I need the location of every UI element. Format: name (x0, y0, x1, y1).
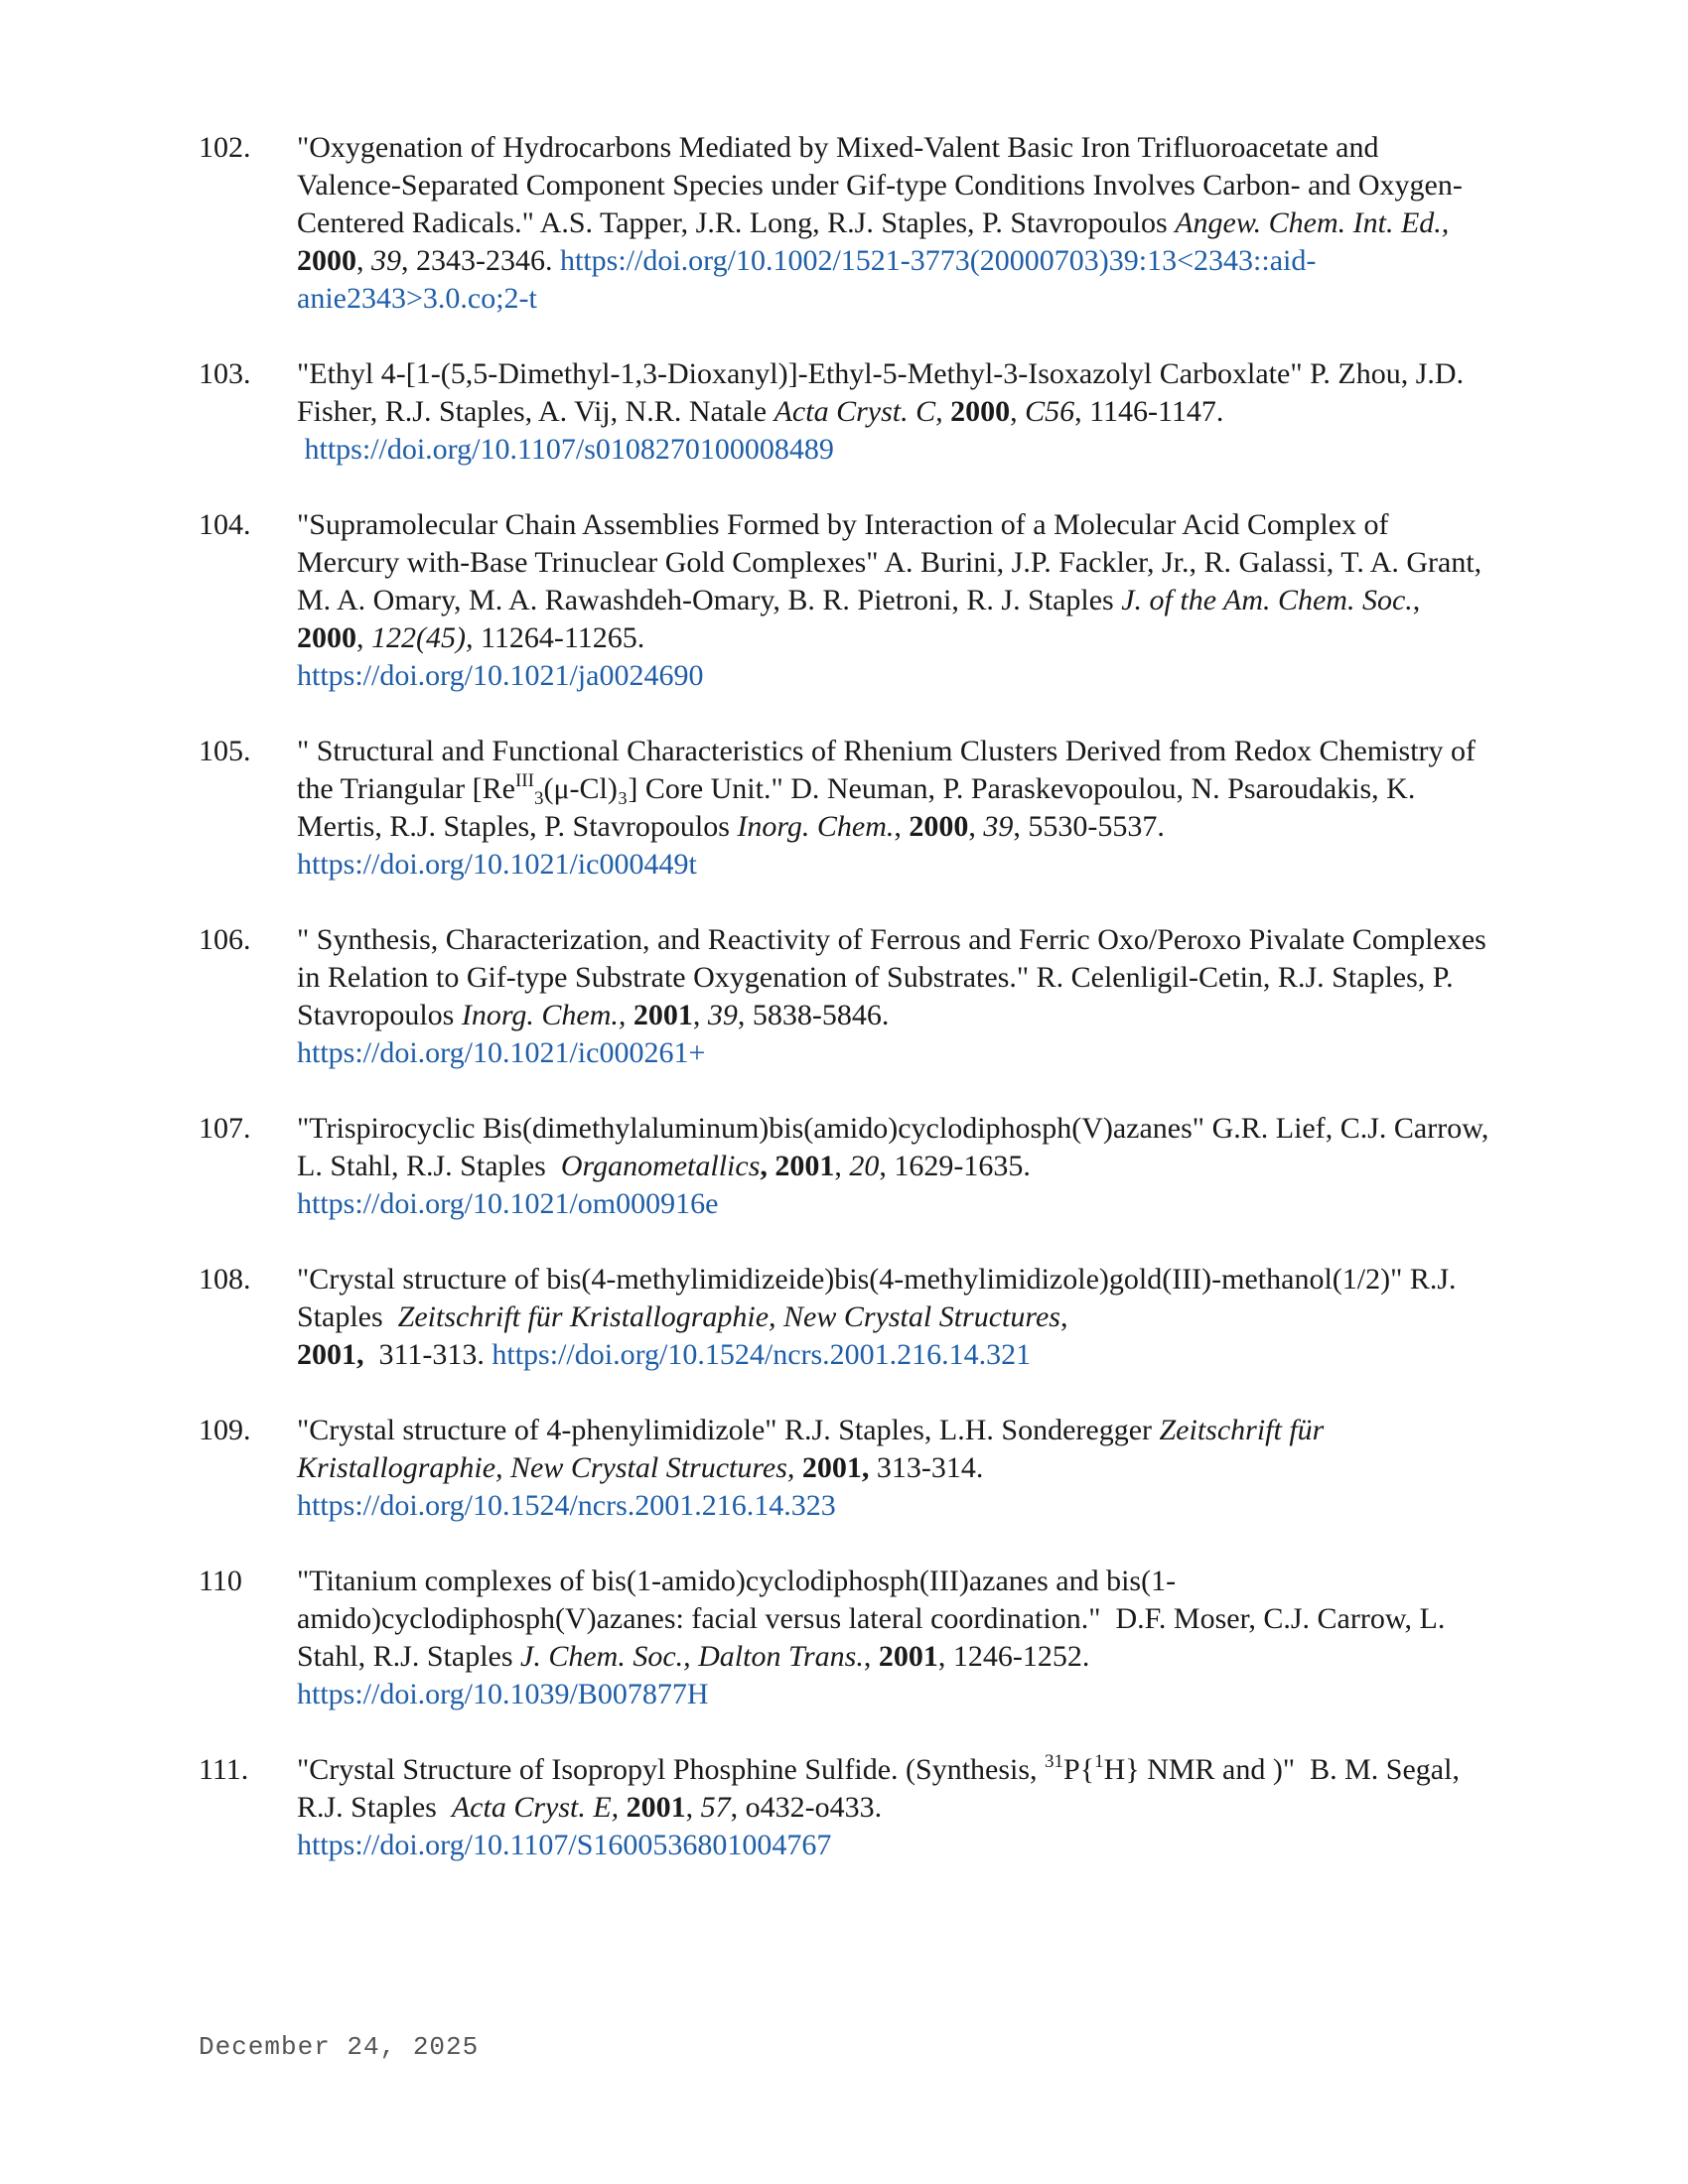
reference-item (199, 1751, 1489, 1864)
reference-journal: Zeitschrift für Kristallographie, New Crystal Structures (397, 1300, 1060, 1333)
reference-authors: R. Celenligil-Cetin, R.J. Staples, P. Stavropoulos (297, 961, 1454, 1031)
reference-volume: 39 (707, 999, 738, 1031)
reference-list (199, 129, 1489, 1902)
reference-year: 2000 (297, 244, 356, 277)
reference-title: "Crystal structure of bis(4-methylimidizeide)bis(4-methylimidizole)gold(III)-methanol(1/2)" (297, 1263, 1403, 1296)
reference-journal: Inorg. Chem., (461, 999, 627, 1031)
reference-title: " Synthesis, Characterization, and Reactivity of Ferrous and Ferric Oxo/Peroxo Pivalate Complexes in Relation to Gif-type Substrate Oxygenation of Substrates." (297, 923, 1486, 994)
reference-year: 2001, (801, 1451, 870, 1484)
reference-title: "Crystal structure of 4-phenylimidizole" (297, 1414, 777, 1446)
reference-journal: Acta Cryst. E, (451, 1791, 620, 1824)
reference-doi-link[interactable]: https://doi.org/10.1107/S1600536801004767 (297, 1829, 832, 1861)
reference-volume: C56 (1025, 395, 1075, 428)
reference-volume: 122(45), (371, 621, 474, 654)
reference-title: "Trispirocyclic Bis(dimethylaluminum)bis(amido)cyclodiphosph(V)azanes" (297, 1112, 1205, 1145)
reference-number: 106. (199, 923, 251, 956)
reference-doi-link[interactable]: https://doi.org/10.1021/ic000261+ (297, 1036, 706, 1069)
reference-doi-link[interactable]: https://doi.org/10.1021/ja0024690 (297, 659, 704, 692)
reference-item (199, 921, 1489, 1072)
reference-authors: D. Neuman, P. Paraskevopoulou, N. Psaroudakis, K. Mertis, R.J. Staples, P. Stavropoulos (297, 772, 1416, 843)
reference-year: 2000 (950, 395, 1011, 428)
reference-doi-link[interactable]: https://doi.org/10.1021/om000916e (297, 1187, 719, 1220)
reference-pages: 5530-5537. (1028, 810, 1165, 843)
reference-item (199, 1563, 1489, 1713)
reference-pages: 5838-5846. (752, 999, 890, 1031)
reference-year: 2001 (633, 999, 693, 1031)
reference-pages: 311-313. (378, 1338, 485, 1371)
reference-body: " Synthesis, Characterization, and Reactivity of Ferrous and Ferric Oxo/Peroxo Pivalate Complexes in Relation to Gif-type Substrate Oxygenation of Substrates." R. Celenligil-Cetin, R.J. Staples, P. Stavropoulos Inorg. Chem., 2001, 39, 5838-5846. https://doi.org/10.1021/ic000261+ (297, 923, 1486, 1069)
reference-item (199, 506, 1489, 695)
reference-authors: A.S. Tapper, J.R. Long, R.J. Staples, P. Stavropoulos (539, 206, 1168, 239)
reference-number: 108. (199, 1263, 251, 1296)
reference-title: " Structural and Functional Characteristics of Rhenium Clusters Derived from Redox Chemistry of the Triangular $[Re^{III}_3(\mu-Cl)_3]$ Core Unit." (297, 735, 1477, 809)
reference-body (297, 1412, 1489, 1525)
reference-body: "Ethyl 4-[1-(5,5-Dimethyl-1,3-Dioxanyl)]-Ethyl-5-Methyl-3-Isoxazolyl Carboxlate" P. Zhou, J.D. Fisher, R.J. Staples, A. Vij, N.R. Natale Acta Cryst. C, 2000, C56, 1146-1147. https://doi.org/10.1107/s0108270100008489 (297, 357, 1465, 466)
reference-journal: Acta Cryst. C, (774, 395, 943, 428)
reference-journal: J. of the Am. Chem. Soc. (1121, 584, 1413, 616)
reference-pages: 11264-11265. (480, 621, 645, 654)
reference-volume: 57 (700, 1791, 731, 1824)
reference-doi-link[interactable]: https://doi.org/10.1002/1521-3773(20000703)39:13<2343::aid-anie2343>3.0.co;2-t (297, 244, 1317, 315)
reference-item (199, 1412, 1489, 1525)
reference-journal: J. Chem. Soc., Dalton Trans. (520, 1640, 864, 1673)
reference-year: 2001 (878, 1640, 938, 1673)
reference-body: "Supramolecular Chain Assemblies Formed by Interaction of a Molecular Acid Complex of Mercury with-Base Trinuclear Gold Complexes" A. Burini, J.P. Fackler, Jr., R. Galassi, T. A. Grant, M. A. Omary, M. A. Rawashdeh-Omary, B. R. Pietroni, R. J. Staples J. of the Am. Chem. Soc., 2000, 122(45), 11264-11265. https://doi.org/10.1021/ja0024690 (297, 508, 1482, 692)
reference-body: "Crystal structure of bis(4-methylimidizeide)bis(4-methylimidizole)gold(III)-methanol(1/2)" R.J. Staples Zeitschrift für Kristallographie, New Crystal Structures, 2001, 311-313. https://doi.org/10.1524/ncrs.2001.216.14.321 (297, 1263, 1457, 1371)
reference-pages: 1246-1252. (952, 1640, 1090, 1673)
reference-doi-link[interactable]: https://doi.org/10.1039/B007877H (297, 1678, 709, 1710)
reference-authors: R.J. Staples, L.H. Sonderegger (784, 1414, 1152, 1446)
reference-doi-link[interactable]: https://doi.org/10.1524/ncrs.2001.216.14.323 (297, 1489, 836, 1522)
reference-body: "Crystal Structure of Isopropyl Phosphine Sulfide. (Synthesis, $^{31}$P{$^1$H} NMR and )" B. M. Segal, R.J. Staples Acta Cryst. E, 2001, 57, o432-o433. https://doi.org/10.1107/S1600536801004767 (297, 1751, 1460, 1861)
reference-number: 109. (199, 1414, 251, 1446)
reference-item (199, 1261, 1489, 1374)
reference-title: "Supramolecular Chain Assemblies Formed by Interaction of a Molecular Acid Complex of Mercury with-Base Trinuclear Gold Complexes" (297, 508, 1389, 579)
reference-journal: Zeitschrift für Kristallographie, New Crystal Structures, (297, 1414, 1325, 1484)
reference-number: 107. (199, 1112, 251, 1145)
reference-title: "Ethyl 4-[1-(5,5-Dimethyl-1,3-Dioxanyl)]-Ethyl-5-Methyl-3-Isoxazolyl Carboxlate" (297, 357, 1303, 390)
reference-doi-link[interactable]: https://doi.org/10.1524/ncrs.2001.216.14.321 (492, 1338, 1032, 1371)
reference-number: 102. (199, 131, 251, 164)
reference-title: "Oxygenation of Hydrocarbons Mediated by Mixed-Valent Basic Iron Trifluoroacetate and Valence-Separated Component Species under Gif-type Conditions Involves Carbon- and Oxygen-Centered Radicals." (297, 131, 1463, 239)
reference-number: 104. (199, 508, 251, 541)
reference-body: "Oxygenation of Hydrocarbons Mediated by Mixed-Valent Basic Iron Trifluoroacetate and Valence-Separated Component Species under Gif-type Conditions Involves Carbon- and Oxygen-Centered Radicals." A.S. Tapper, J.R. Long, R.J. Staples, P. Stavropoulos Angew. Chem. Int. Ed., 2000, 39, 2343-2346. https://doi.org/10.1002/1521-3773(20000703)39:13<2343::aid-anie2343>3.0.co;2-t (297, 131, 1463, 315)
reference-item (199, 733, 1489, 884)
reference-item (199, 355, 1489, 469)
reference-journal: Inorg. Chem. (737, 810, 895, 843)
reference-volume: 39 (371, 244, 401, 277)
reference-year: 2001, (297, 1338, 364, 1371)
reference-authors: P. Zhou, J.D. Fisher, R.J. Staples, A. Vij, N.R. Natale (297, 357, 1465, 428)
reference-pages: 313-314. (876, 1451, 984, 1484)
reference-number: 111. (199, 1753, 249, 1786)
reference-volume: 39 (983, 810, 1014, 843)
reference-authors: B. M. Segal, R.J. Staples (297, 1753, 1460, 1824)
reference-year: 2001 (626, 1791, 686, 1824)
reference-body: " Structural and Functional Characteristics of Rhenium Clusters Derived from Redox Chemistry of the Triangular $[Re^{III}_3(\mu-Cl)_3]$ Core Unit." D. Neuman, P. Paraskevopoulou, N. Psaroudakis, K. Mertis, R.J. Staples, P. Stavropoulos Inorg. Chem., 2000, 39, 5530-5537. https://doi.org/10.1021/ic000449t (297, 735, 1477, 881)
reference-pages: o432-o433. (745, 1791, 883, 1824)
reference-title: "Crystal Structure of Isopropyl Phosphine Sulfide. (Synthesis, $^{31}$P{$^1$H} NMR and )" (297, 1751, 1296, 1786)
reference-authors: D.F. Moser, C.J. Carrow, L. Stahl, R.J. Staples (297, 1602, 1446, 1673)
reference-body: "Titanium complexes of bis(1-amido)cyclodiphosph(III)azanes and bis(1-amido)cyclodiphosph(V)azanes: facial versus lateral coordination." D.F. Moser, C.J. Carrow, L. Stahl, R.J. Staples J. Chem. Soc., Dalton Trans., 2001, 1246-1252. https://doi.org/10.1039/B007877H (297, 1565, 1446, 1710)
reference-year: 2000 (297, 621, 356, 654)
reference-pages: 2343-2346. (416, 244, 553, 277)
footer-date: December 24, 2025 (199, 2032, 480, 2062)
reference-pages: 1629-1635. (894, 1150, 1031, 1182)
reference-number: 105. (199, 735, 251, 767)
reference-journal: Organometallics (560, 1150, 761, 1182)
reference-doi-link[interactable]: https://doi.org/10.1107/s0108270100008489 (304, 433, 834, 466)
reference-journal: Angew. Chem. Int. Ed., (1175, 206, 1450, 239)
reference-year: 2001 (774, 1150, 835, 1182)
reference-authors: R.J. Staples (297, 1263, 1457, 1333)
reference-authors: A. Burini, J.P. Fackler, Jr., R. Galassi, T. A. Grant, M. A. Omary, M. A. Rawashdeh-Omary, B. R. Pietroni, R. J. Staples (297, 546, 1482, 616)
reference-item (199, 1110, 1489, 1223)
reference-pages: 1146-1147. (1089, 395, 1224, 428)
reference-year: 2000 (909, 810, 969, 843)
reference-title: "Titanium complexes of bis(1-amido)cyclodiphosph(III)azanes and bis(1-amido)cyclodiphosph(V)azanes: facial versus lateral coordination." (297, 1565, 1177, 1635)
reference-number: 110 (199, 1565, 242, 1597)
reference-volume: 20 (849, 1150, 880, 1182)
reference-authors: G.R. Lief, C.J. Carrow, L. Stahl, R.J. Staples (297, 1112, 1489, 1182)
reference-doi-link[interactable]: https://doi.org/10.1021/ic000449t (297, 848, 697, 881)
reference-number: 103. (199, 357, 251, 390)
reference-item (199, 129, 1489, 318)
reference-body: "Trispirocyclic Bis(dimethylaluminum)bis(amido)cyclodiphosph(V)azanes" G.R. Lief, C.J. Carrow, L. Stahl, R.J. Staples Organometallics, 2001, 20, 1629-1635. https://doi.org/10.1021/om000916e (297, 1112, 1489, 1220)
